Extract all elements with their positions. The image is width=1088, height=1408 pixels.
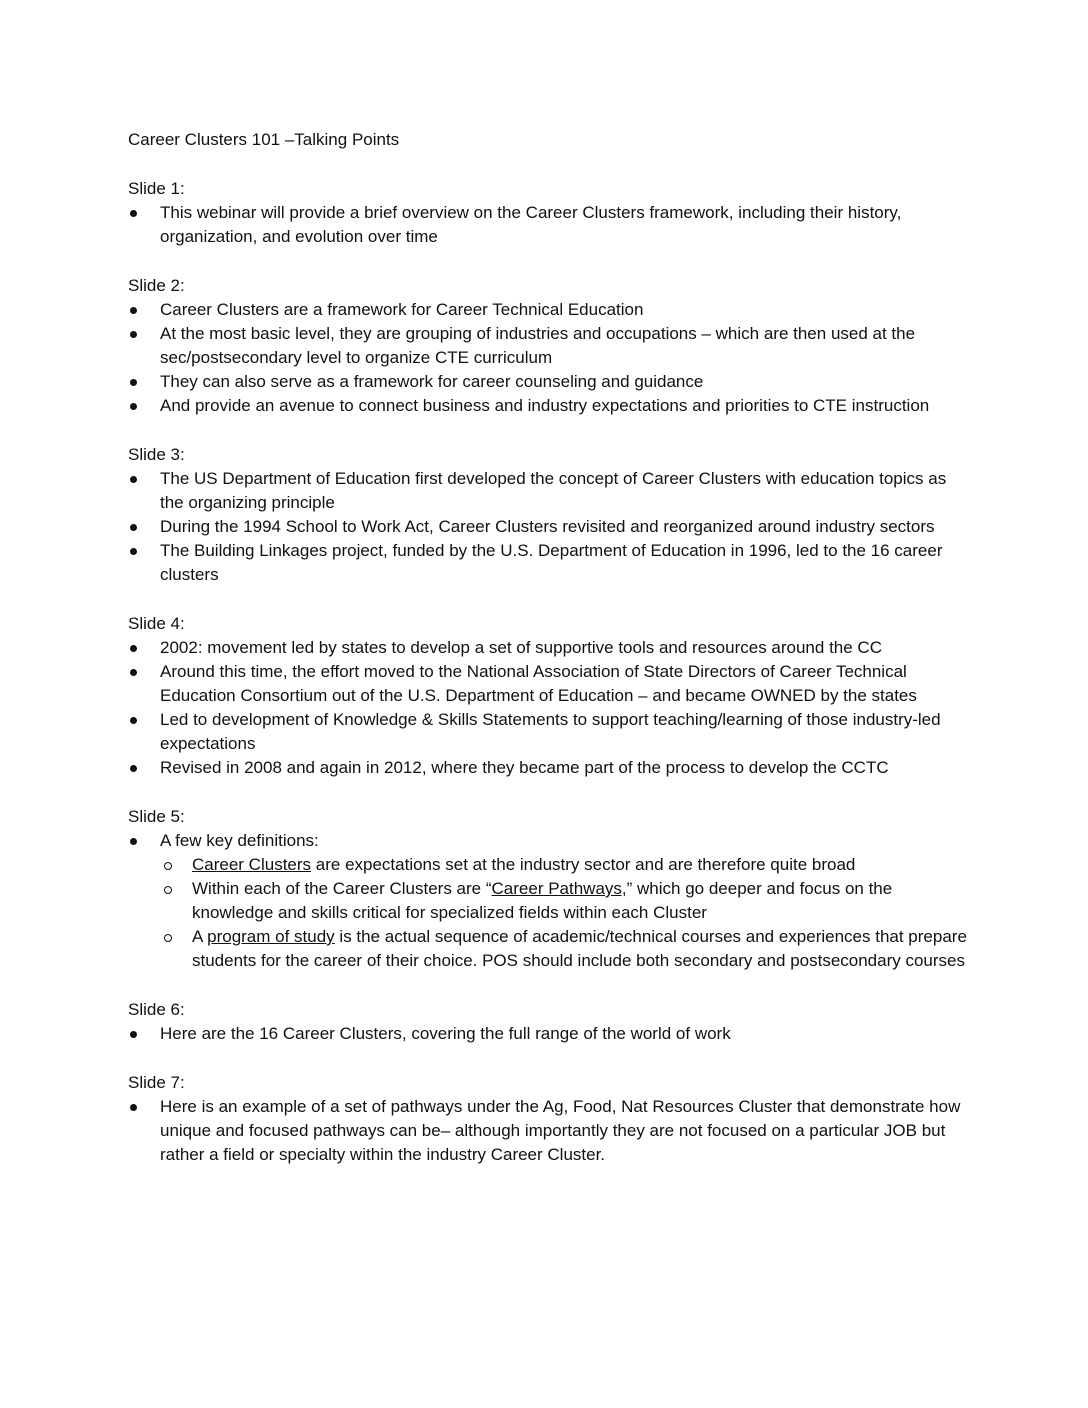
slide-heading: Slide 6: xyxy=(128,1000,185,1019)
document-page xyxy=(128,128,968,1192)
slide-heading: Slide 3: xyxy=(128,445,185,464)
bullet-item: And provide an avenue to connect business and industry expectations and priorities to CTE instruction xyxy=(128,394,968,418)
definition-term: Career Clusters xyxy=(192,855,312,874)
bullet-list xyxy=(128,467,968,587)
bullet-list xyxy=(128,298,968,418)
definition-item xyxy=(160,925,968,973)
definition-item xyxy=(160,877,968,925)
slide-3-section xyxy=(128,443,968,587)
bullet-item: Here are the 16 Career Clusters, covering the full range of the world of work xyxy=(128,1022,968,1046)
slide-1-section xyxy=(128,177,968,249)
slide-2-section xyxy=(128,274,968,418)
bullet-list xyxy=(128,1022,968,1046)
slide-heading: Slide 5: xyxy=(128,807,185,826)
definition-term: Career Pathways, xyxy=(491,879,627,898)
bullet-item: Led to development of Knowledge & Skills Statements to support teaching/learning of those industry-led expectations xyxy=(128,708,968,756)
bullet-list xyxy=(128,636,968,780)
bullet-item: This webinar will provide a brief overview on the Career Clusters framework, including their history, organization, and evolution over time xyxy=(128,201,968,249)
bullet-list xyxy=(128,829,968,973)
definition-text: are expectations set at the industry sector and are therefore quite broad xyxy=(311,855,856,874)
slide-4-section xyxy=(128,612,968,780)
bullet-item: 2002: movement led by states to develop a set of supportive tools and resources around the CC xyxy=(128,636,968,660)
slide-5-section xyxy=(128,805,968,973)
slide-heading: Slide 4: xyxy=(128,614,185,633)
bullet-list xyxy=(128,201,968,249)
definition-prefix: Within each of the Career Clusters are “ xyxy=(192,879,492,898)
bullet-item: They can also serve as a framework for career counseling and guidance xyxy=(128,370,968,394)
bullet-item: The US Department of Education first developed the concept of Career Clusters with education topics as the organizing principle xyxy=(128,467,968,515)
slide-heading: Slide 1: xyxy=(128,179,185,198)
definition-item xyxy=(160,853,968,877)
bullet-item: Career Clusters are a framework for Career Technical Education xyxy=(128,298,968,322)
slide-7-section xyxy=(128,1071,968,1167)
definition-term: program of study xyxy=(207,927,335,946)
definition-prefix: A xyxy=(192,927,208,946)
slide-heading: Slide 7: xyxy=(128,1073,185,1092)
bullet-item: The Building Linkages project, funded by the U.S. Department of Education in 1996, led to the 16 career clusters xyxy=(128,539,968,587)
slide-heading: Slide 2: xyxy=(128,276,185,295)
bullet-item: At the most basic level, they are grouping of industries and occupations – which are then used at the sec/postsecondary level to organize CTE curriculum xyxy=(128,322,968,370)
bullet-text: A few key definitions: xyxy=(160,831,319,850)
definition-text: is the actual sequence of academic/technical courses and experiences that prepare students for the career of their choice. POS should include both secondary and postsecondary courses xyxy=(192,927,967,970)
slide-6-section xyxy=(128,998,968,1046)
bullet-item: Around this time, the effort moved to the National Association of State Directors of Career Technical Education Consortium out of the U.S. Department of Education – and became OWNED by the states xyxy=(128,660,968,708)
document-title: Career Clusters 101 –Talking Points xyxy=(128,130,400,149)
bullet-item: During the 1994 School to Work Act, Career Clusters revisited and reorganized around industry sectors xyxy=(128,515,968,539)
definition-text: ” which go deeper and focus on the knowledge and skills critical for specialized fields within each Cluster xyxy=(192,879,893,922)
bullet-item: Here is an example of a set of pathways under the Ag, Food, Nat Resources Cluster that demonstrate how unique and focused pathways can be– although importantly they are not focused on a particular JOB but rather a field or specialty within the industry Career Cluster. xyxy=(128,1095,968,1167)
definition-list xyxy=(160,853,968,973)
bullet-item: Revised in 2008 and again in 2012, where they became part of the process to develop the CCTC xyxy=(128,756,968,780)
bullet-item xyxy=(128,829,968,973)
bullet-list xyxy=(128,1095,968,1167)
